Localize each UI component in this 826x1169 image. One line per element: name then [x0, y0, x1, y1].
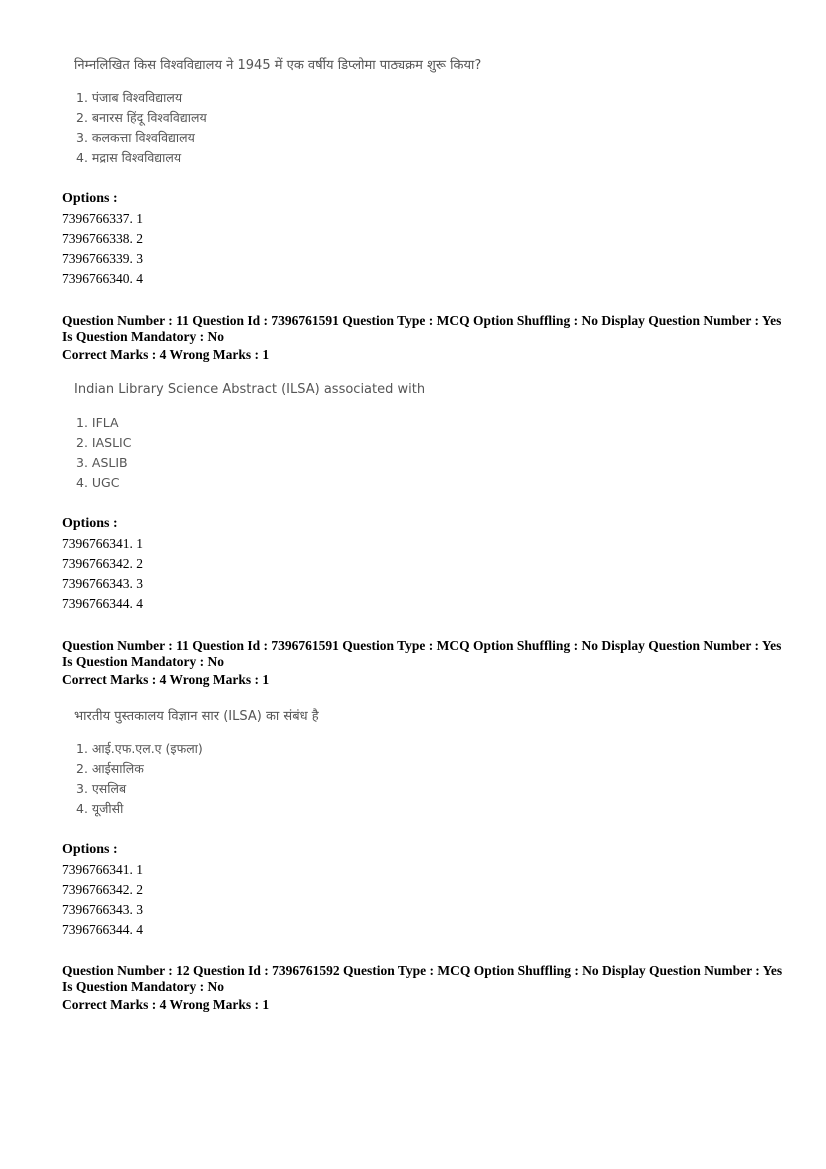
question-meta-line: Question Number : 11 Question Id : 7396761591 Question Type : MCQ Option Shuffling : No Display Question Number : Yes	[62, 313, 782, 328]
question-meta-line: Question Number : 12 Question Id : 7396761592 Question Type : MCQ Option Shuffling : No Display Question Number : Yes	[62, 963, 783, 978]
option-line: 7396766337. 1	[62, 211, 143, 226]
question-option: 1. IFLA	[76, 415, 119, 430]
question-option: 2. IASLIC	[76, 435, 132, 450]
option-line: 7396766340. 4	[62, 271, 143, 286]
option-line: 7396766342. 2	[62, 882, 143, 897]
option-line: 7396766341. 1	[62, 862, 143, 877]
question-marks: Correct Marks : 4 Wrong Marks : 1	[62, 997, 270, 1012]
option-line: 7396766343. 3	[62, 902, 143, 917]
question-mandatory: Is Question Mandatory : No	[62, 979, 225, 994]
question-option: 4. मद्रास विश्वविद्यालय	[76, 150, 182, 165]
option-line: 7396766344. 4	[62, 922, 143, 937]
question-text: निम्नलिखित किस विश्वविद्यालय ने 1945 में एक वर्षीय डिप्लोमा पाठ्यक्रम शुरू किया?	[74, 58, 482, 73]
question-meta-line: Question Number : 11 Question Id : 7396761591 Question Type : MCQ Option Shuffling : No Display Question Number : Yes	[62, 638, 782, 653]
question-option: 4. यूजीसी	[76, 801, 124, 816]
question-marks: Correct Marks : 4 Wrong Marks : 1	[62, 347, 270, 362]
question-mandatory: Is Question Mandatory : No	[62, 329, 225, 344]
question-option: 4. UGC	[76, 475, 120, 490]
question-option: 3. कलकत्ता विश्वविद्यालय	[76, 130, 195, 145]
question-text: Indian Library Science Abstract (ILSA) associated with	[74, 382, 426, 397]
option-line: 7396766343. 3	[62, 576, 143, 591]
question-option: 2. बनारस हिंदू विश्वविद्यालय	[76, 110, 207, 125]
options-heading: Options :	[62, 842, 118, 857]
question-marks: Correct Marks : 4 Wrong Marks : 1	[62, 672, 270, 687]
option-line: 7396766339. 3	[62, 251, 143, 266]
option-line: 7396766344. 4	[62, 596, 143, 611]
question-option: 1. पंजाब विश्वविद्यालय	[76, 90, 183, 105]
question-text: भारतीय पुस्तकालय विज्ञान सार (ILSA) का संबंध है	[74, 709, 319, 724]
question-mandatory: Is Question Mandatory : No	[62, 654, 225, 669]
question-option: 1. आई.एफ.एल.ए (इफला)	[76, 741, 203, 756]
question-option: 2. आईसालिक	[76, 761, 144, 776]
option-line: 7396766342. 2	[62, 556, 143, 571]
option-line: 7396766341. 1	[62, 536, 143, 551]
option-line: 7396766338. 2	[62, 231, 143, 246]
question-option: 3. एसलिब	[76, 781, 127, 796]
question-option: 3. ASLIB	[76, 455, 128, 470]
options-heading: Options :	[62, 516, 118, 531]
options-heading: Options :	[62, 191, 118, 206]
